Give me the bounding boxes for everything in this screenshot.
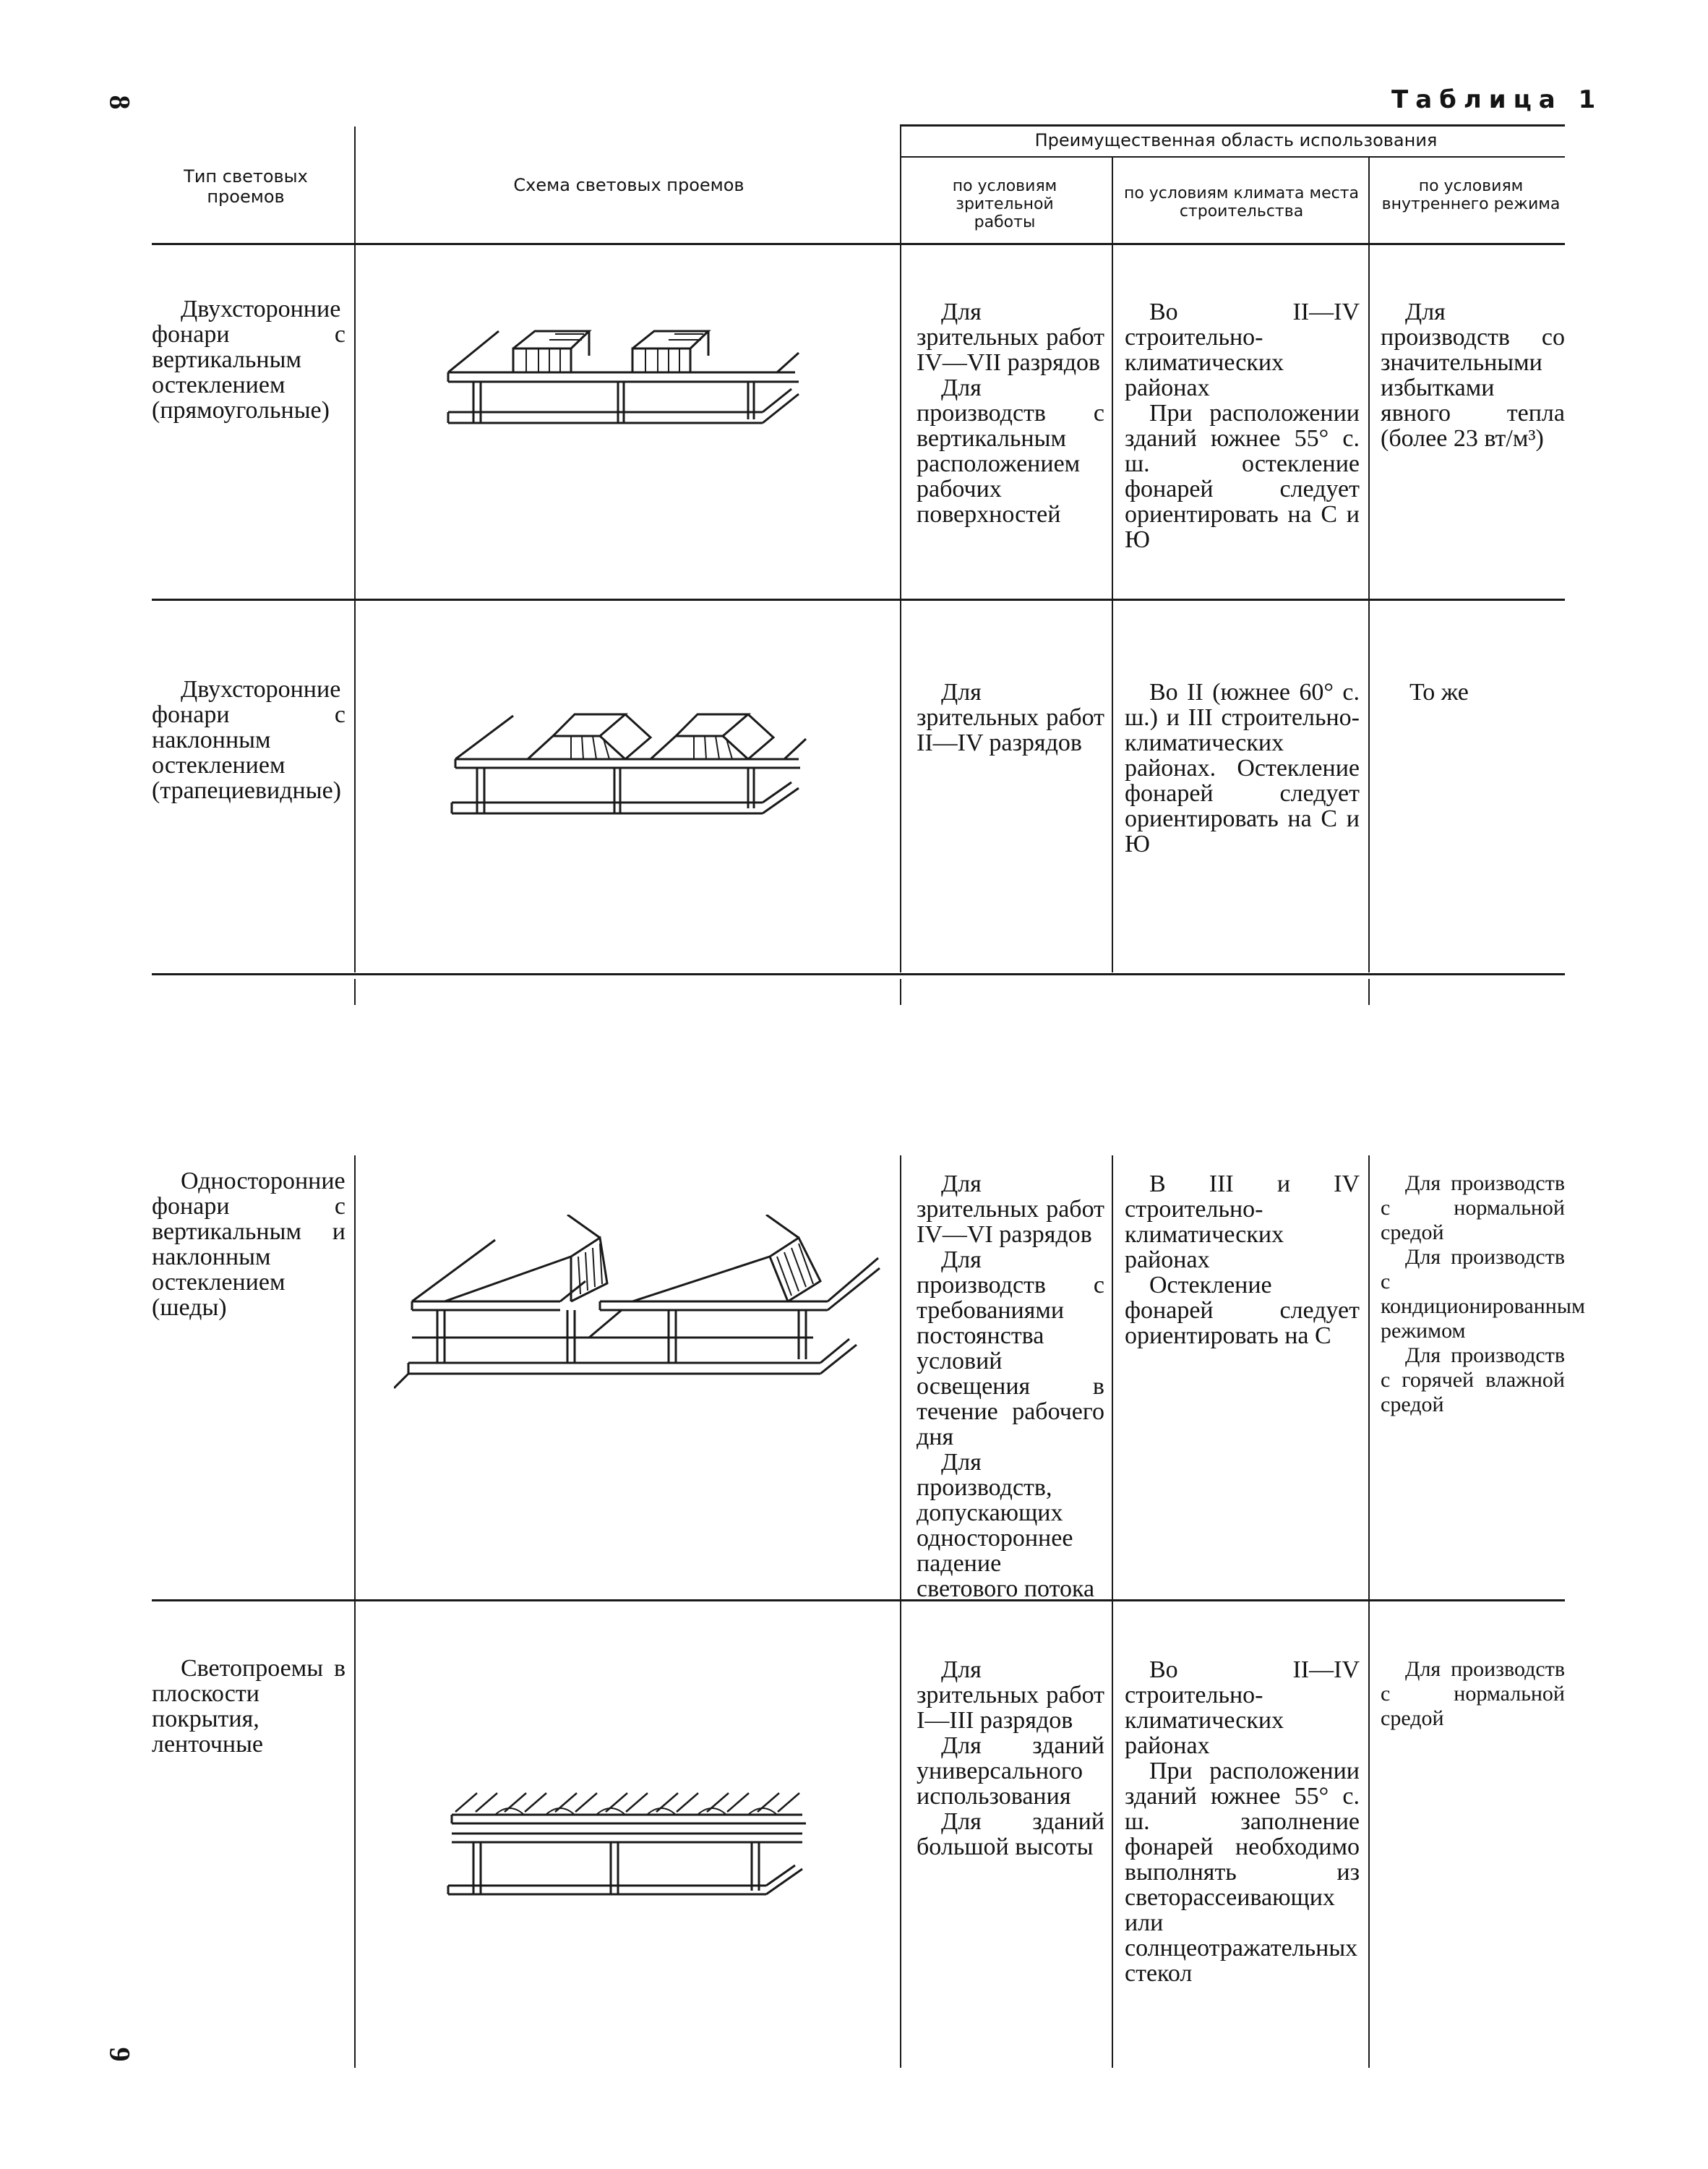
row1-internal-p1: Для производств со значительными избытками явного тепла (более 23 вт/м³) bbox=[1381, 299, 1565, 452]
row4-climate-p2: При расположении зданий южнее 55° с. ш. заполнение фонарей необходимо выполнять из светорассеивающих или солнцеотражательных стекол bbox=[1125, 1758, 1360, 1987]
row3-internal-p3: Для производств с горячей влажной средой bbox=[1381, 1343, 1565, 1416]
rule-top bbox=[900, 124, 1565, 127]
row2-internal bbox=[1381, 680, 1565, 705]
vline-stub-3 bbox=[1368, 979, 1370, 1005]
row3-type: Односторонние фонари с вертикальным и наклонным остеклением (шеды) bbox=[152, 1168, 346, 1321]
header-usage: Преимущественная область использования bbox=[1034, 130, 1438, 150]
row4-type: Светопроемы в плоскости покрытия, ленточные bbox=[152, 1655, 346, 1758]
vline-climate bbox=[1368, 156, 1370, 972]
row1-internal bbox=[1381, 299, 1565, 451]
row4-internal-p1: Для производств с нормальной средой bbox=[1381, 1657, 1565, 1730]
rule-header-bottom bbox=[152, 243, 1565, 245]
row1-visual-p2: Для производств с вертикальным расположением рабочих поверхностей bbox=[917, 375, 1104, 528]
row3-visual-p3: Для производств, допускающих одностороннее падение светового потока bbox=[917, 1449, 1095, 1602]
row1-climate bbox=[1125, 299, 1360, 552]
table-title: Таблица 1 bbox=[1391, 85, 1603, 114]
roof-plane-strip-openings-scheme bbox=[441, 1786, 817, 1901]
vline-visual-lower bbox=[1112, 1155, 1113, 2068]
row4-visual-p1: Для зрительных работ I—III разрядов bbox=[917, 1656, 1104, 1734]
header-visual: по условиям зрительной работы bbox=[952, 177, 1057, 231]
vline-scheme bbox=[900, 127, 901, 972]
row1-climate-p2: При расположении зданий южнее 55° с. ш. остекление фонарей следует ориентировать на С и Ю bbox=[1125, 400, 1360, 553]
row2-climate-p1: Во II (южнее 60° с. ш.) и III строительно-климатических районах. Остекление фонарей следует ориентировать на С и Ю bbox=[1125, 679, 1360, 857]
row3-internal-p1: Для производств с нормальной средой bbox=[1381, 1171, 1565, 1244]
row2-visual-p1: Для зрительных работ II—IV разрядов bbox=[917, 679, 1104, 756]
row3-visual bbox=[917, 1171, 1104, 1601]
rule-row2-bottom bbox=[152, 973, 1565, 975]
vline-stub-1 bbox=[354, 979, 356, 1005]
row4-visual bbox=[917, 1657, 1104, 1860]
row4-visual-p3: Для зданий большой высоты bbox=[917, 1808, 1104, 1860]
row3-internal-p2: Для производств с кондиционированным режимом bbox=[1381, 1245, 1585, 1343]
vline-scheme-lower bbox=[900, 1155, 901, 2068]
header-climate: по условиям климата места строительства bbox=[1123, 184, 1360, 221]
row1-visual bbox=[917, 299, 1104, 527]
rule-usage-sub bbox=[900, 156, 1565, 158]
row3-climate-p1: В III и IV строительно-климатических районах bbox=[1125, 1171, 1360, 1273]
vline-type bbox=[354, 127, 356, 972]
rule-row3-top bbox=[152, 1599, 1565, 1601]
page-number-top: 8 bbox=[103, 95, 137, 110]
row4-climate bbox=[1125, 1657, 1360, 1986]
shed-skylight-scheme bbox=[394, 1215, 885, 1395]
row2-climate bbox=[1125, 680, 1360, 857]
header-internal: по условиям внутреннего режима bbox=[1381, 177, 1561, 213]
row1-visual-p1: Для зрительных работ IV—VII разрядов bbox=[917, 299, 1104, 376]
row2-visual bbox=[917, 680, 1104, 756]
rectangular-skylight-scheme bbox=[434, 304, 810, 430]
vline-climate-lower bbox=[1368, 1155, 1370, 2068]
row3-visual-p2: Для производств с требованиями постоянства условий освещения в течение рабочего дня bbox=[917, 1246, 1104, 1450]
row1-type: Двухсторонние фонари с вертикальным остеклением (прямоугольные) bbox=[152, 296, 346, 424]
row3-climate bbox=[1125, 1171, 1360, 1348]
row3-climate-p2: Остекление фонарей следует ориентировать на С bbox=[1125, 1272, 1360, 1349]
row3-internal bbox=[1381, 1171, 1585, 1417]
rule-row1-bottom bbox=[152, 599, 1565, 601]
page-number-bottom: 9 bbox=[103, 2047, 137, 2062]
row2-internal-p1: То же bbox=[1409, 679, 1469, 706]
row4-internal bbox=[1381, 1657, 1565, 1731]
row3-visual-p1: Для зрительных работ IV—VI разрядов bbox=[917, 1171, 1104, 1248]
header-scheme: Схема световых проемов bbox=[513, 175, 744, 195]
header-type: Тип световых проемов bbox=[184, 166, 308, 207]
row2-type: Двухсторонние фонари с наклонным остеклением (трапециевидные) bbox=[152, 676, 346, 804]
row1-climate-p1: Во II—IV строительно-климатических районах bbox=[1125, 299, 1360, 401]
vline-visual bbox=[1112, 156, 1113, 972]
row4-visual-p2: Для зданий универсального использования bbox=[917, 1732, 1104, 1810]
trapezoidal-skylight-scheme bbox=[445, 687, 813, 817]
vline-stub-2 bbox=[900, 979, 901, 1005]
row4-climate-p1: Во II—IV строительно-климатических районах bbox=[1125, 1656, 1360, 1759]
vline-type-lower bbox=[354, 1155, 356, 2068]
